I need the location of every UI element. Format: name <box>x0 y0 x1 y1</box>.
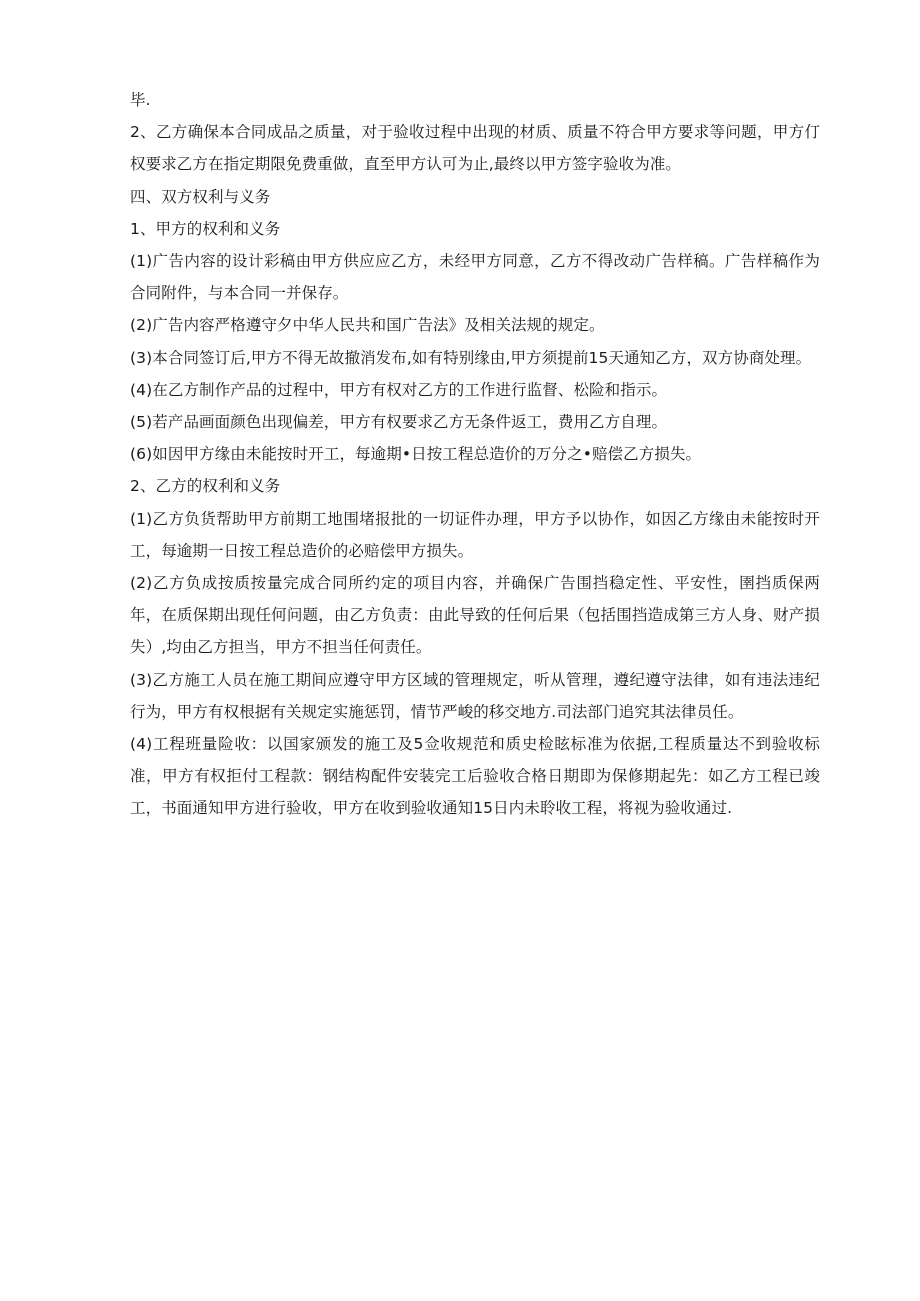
document-page <box>130 84 820 825</box>
party-a-item-5: (5)若产品画面颜色出现偏差，甲方有权要求乙方无条件返工，费用乙方自理。 <box>130 413 668 432</box>
paragraph-quality-clause: 2、乙方确保本合同成品之质量，对于验收过程中出现的材质、质量不符合甲方要求等问题，甲方仃权要求乙方在指定期限免费重做，直至甲方认可为止,最终以甲方签字验收为准。 <box>130 123 820 174</box>
party-b-item-3: (3)乙方施工人员在施工期间应遵守甲方区域的管理规定，听从管理，遵纪遵守法律，如有违法违纪行为，甲方有权根据有关规定实施惩罚，情节严峻的移交地方.司法部门追究其法律员任。 <box>130 670 820 721</box>
party-b-item-2: (2)乙方负成按质按量完成合同所约定的项目内容，并确保广告围挡稳定性、平安性，圉挡质保两年，在质保期出现任何问题，由乙方负责：由此导致的任何后果（包括围挡造成第三方人身、财产损失）,均由乙方担当，甲方不担当任何责任。 <box>130 574 820 657</box>
paragraph-continuation: 毕. <box>130 91 151 109</box>
party-b-item-1: (1)乙方负货帮助甲方前期工地围堵报批的一切证件办理，甲方予以协作，如因乙方缘由未能按时开工，每逾期一日按工程总造价的必赔偿甲方损失。 <box>130 509 820 560</box>
party-a-item-1: (1)广告内容的设计彩稿由甲方供应应乙方，未经甲方同意，乙方不得改动广告样稿。广告样稿作为合同附件，与本合同一并保存。 <box>130 252 820 303</box>
subheading-party-b: 2、乙方的权利和义务 <box>130 477 281 496</box>
party-a-item-3: (3)本合同签订后,甲方不得无故撤消发布,如有特别缘由,甲方须提前15天通知乙方，双方协商处理。 <box>130 348 812 367</box>
party-b-item-4: (4)工程班量险收：以国家颁发的施工及5佥收规范和质史检眩标准为依据,工程质量达不到验收标准，甲方有权拒付工程款：钢结构配件安装完工后验收合格日期即为保修期起先：如乙方工程已竣工，书面通知甲方进行验收，甲方在收到验收通知15日内未聆收工程，将视为验收通过. <box>130 735 820 818</box>
section-heading-rights-obligations: 四、双方权利与义务 <box>130 187 271 206</box>
party-a-item-6: (6)如因甲方缘由未能按时开工，每逾期•日按工程总造价的万分之•赔偿乙方损失。 <box>130 445 702 464</box>
party-a-item-2: (2)广告内容严格遵守夕中华人民共和国广告法》及相关法规的规定。 <box>130 316 605 335</box>
subheading-party-a: 1、甲方的权利和义务 <box>130 219 281 238</box>
party-a-item-4: (4)在乙方制作产品的过程中，甲方有权对乙方的工作进行监督、松险和指示。 <box>130 380 668 399</box>
